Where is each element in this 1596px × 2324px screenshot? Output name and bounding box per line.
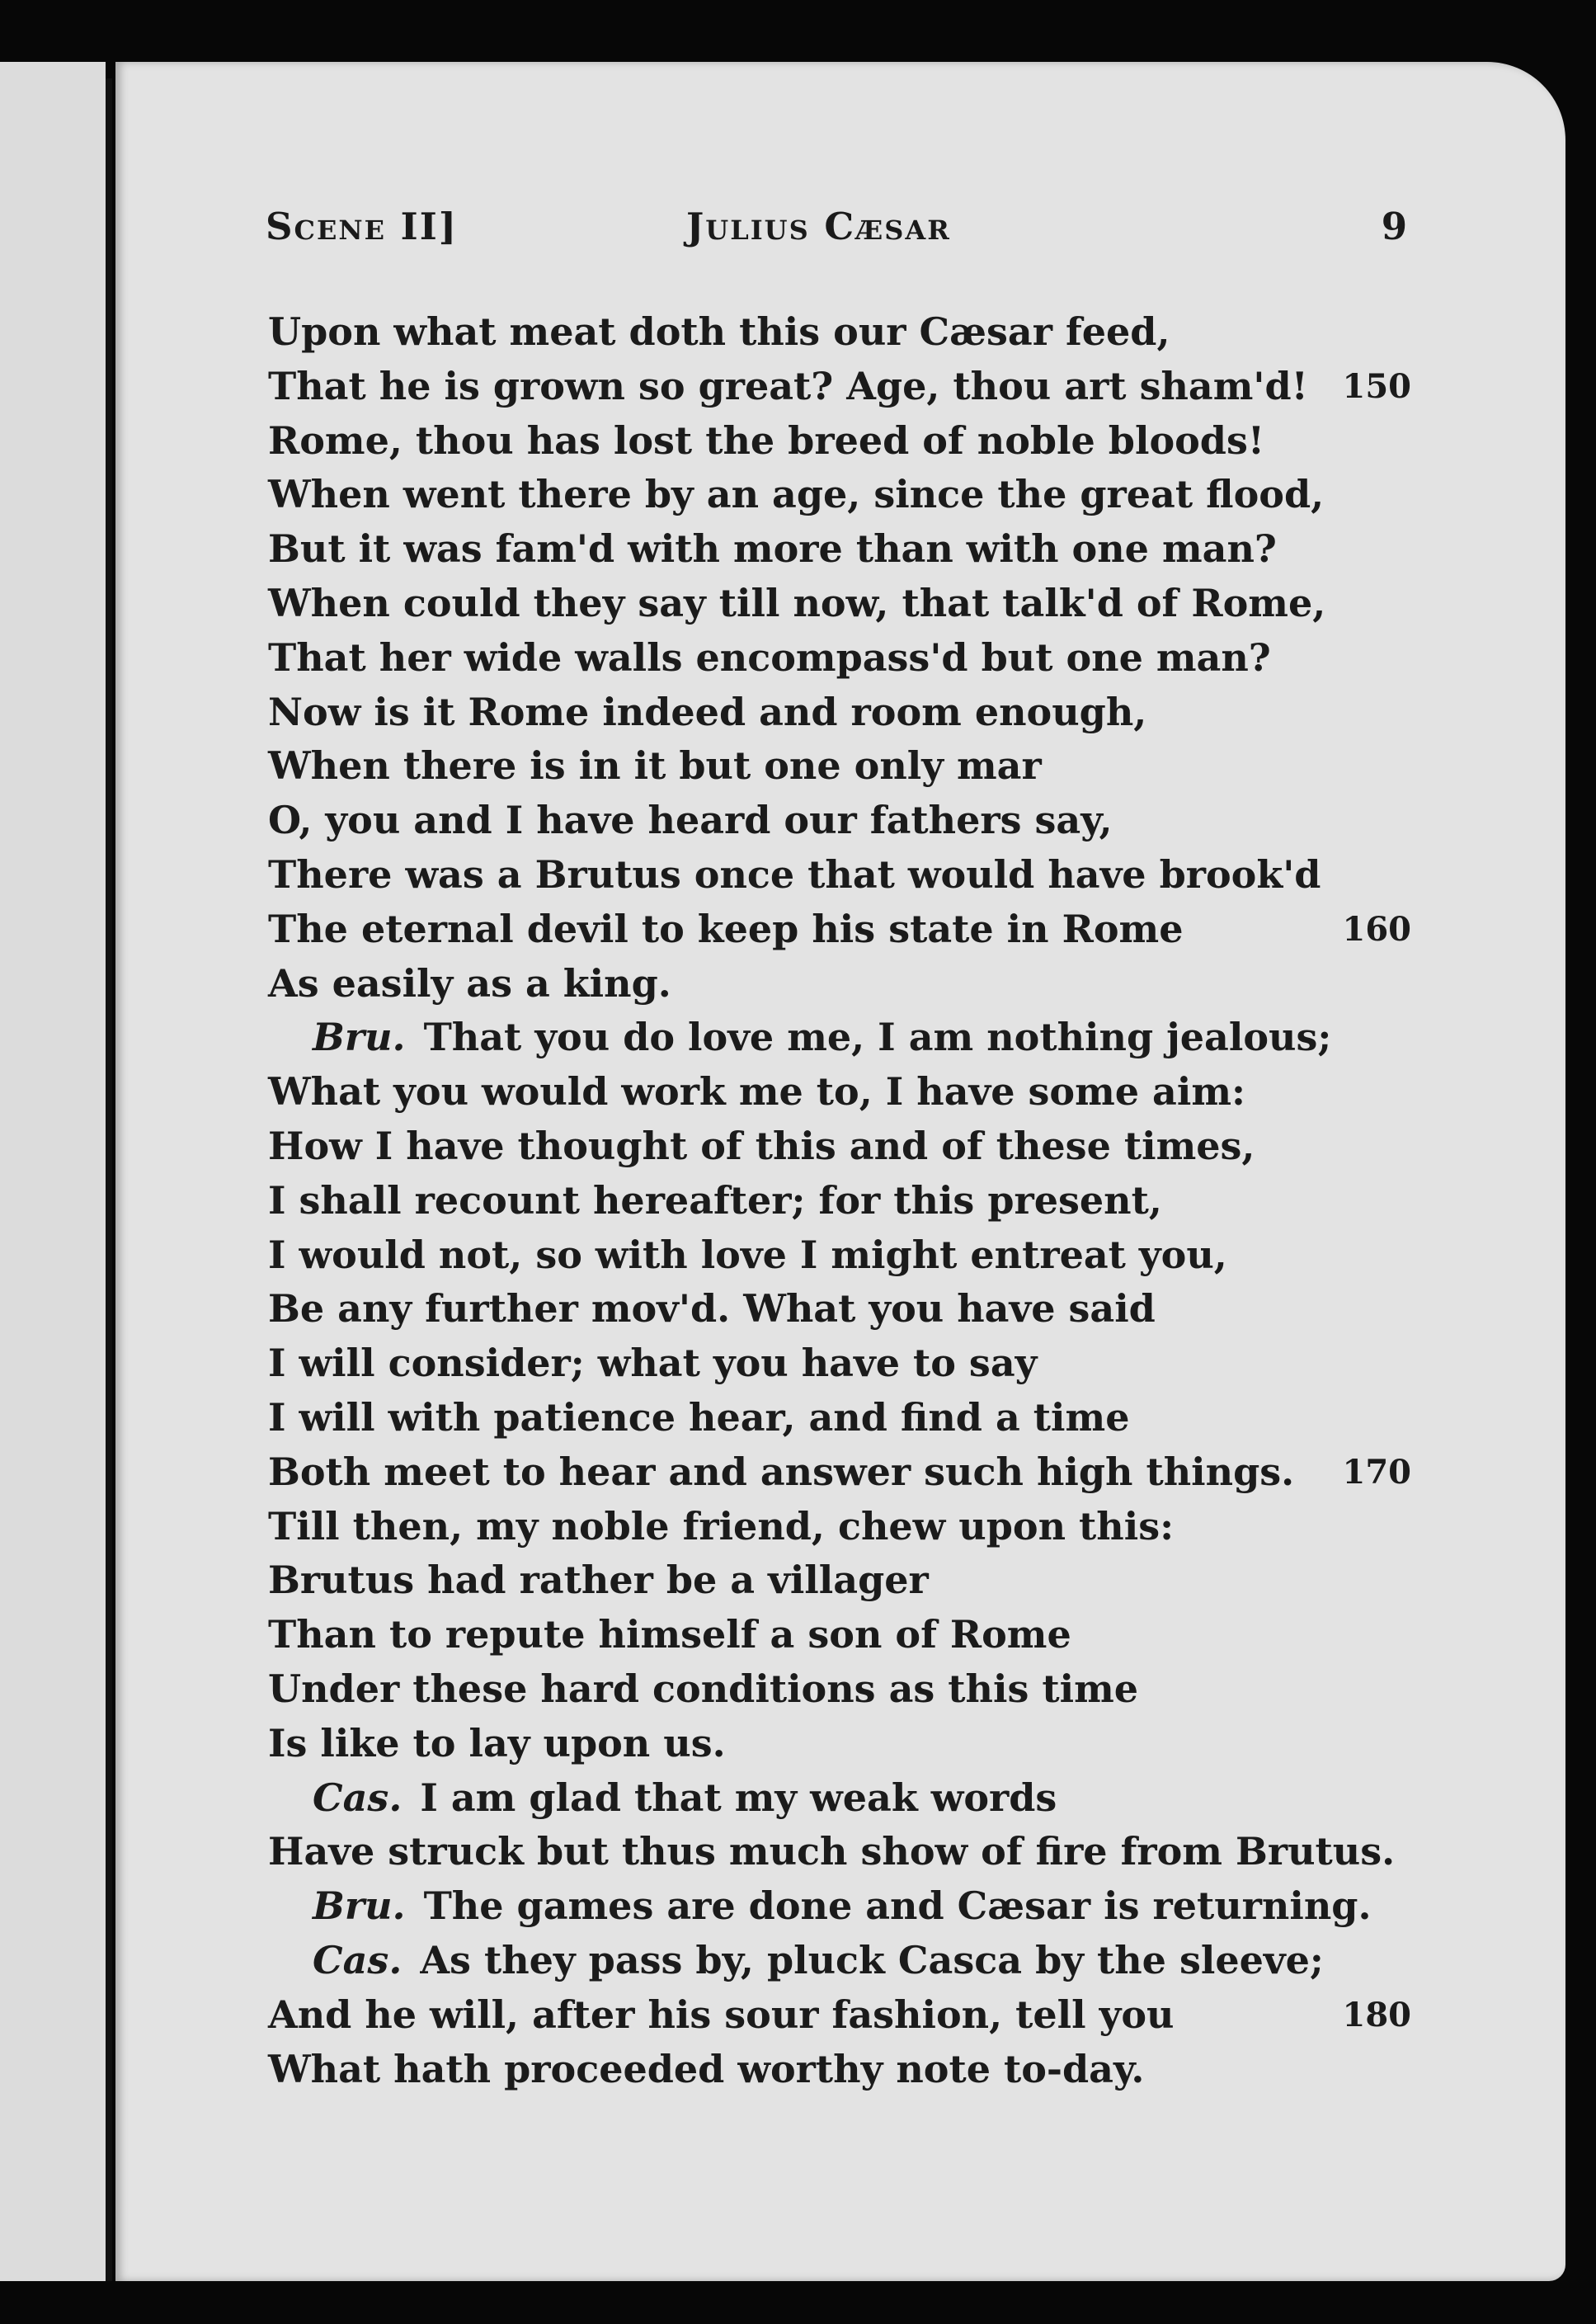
line-text: I would not, so with love I might entreat you, — [268, 1232, 1227, 1277]
page-gutter — [106, 78, 112, 2281]
line-text: What you would work me to, I have some aim: — [268, 1069, 1245, 1115]
verse-line — [268, 522, 1423, 577]
verse-line — [268, 1934, 1423, 1988]
verse-line-text — [268, 739, 1042, 794]
verse-line — [268, 1500, 1423, 1554]
line-text: When went there by an age, since the great flood, — [268, 472, 1325, 517]
line-number: 180 — [1342, 1995, 1411, 2034]
line-text: How I have thought of this and of these times, — [268, 1123, 1255, 1168]
line-text: Is like to lay upon us. — [268, 1720, 726, 1765]
verse-line-text — [268, 577, 1325, 631]
verse-line — [268, 739, 1423, 794]
line-text: But it was fam'd with more than with one man? — [268, 526, 1277, 572]
verse-line-text — [268, 1553, 929, 1608]
verse-line-text — [268, 1988, 1174, 2043]
verse-line — [268, 414, 1423, 469]
line-text: As easily as a king. — [268, 960, 671, 1006]
verse-line-text — [268, 1825, 1395, 1879]
line-text: Till then, my noble friend, chew upon this: — [268, 1503, 1175, 1549]
line-text: Both meet to hear and answer such high things. — [268, 1449, 1295, 1494]
verse-line-text — [313, 1934, 1324, 1988]
verse-line-text — [268, 957, 671, 1011]
line-text: When there is in it but one only mar — [268, 743, 1042, 789]
verse-line-text — [268, 848, 1321, 903]
speaker-name: Bru. — [313, 1015, 406, 1060]
verse-line-text — [268, 1336, 1037, 1391]
verse-line — [268, 1282, 1423, 1336]
verse-line-text — [268, 686, 1146, 740]
verse-line — [268, 631, 1423, 686]
line-text: What hath proceeded worthy note to-day. — [268, 2046, 1145, 2091]
verse-text — [268, 305, 1423, 2096]
line-number: 170 — [1342, 1452, 1411, 1492]
line-text: I shall recount hereafter; for this present, — [268, 1177, 1162, 1223]
verse-line — [268, 957, 1423, 1011]
line-text: Be any further mov'd. What you have said — [268, 1286, 1156, 1332]
verse-line-text — [268, 1391, 1129, 1445]
verse-line — [268, 1662, 1423, 1717]
verse-line — [268, 2043, 1423, 2097]
page-number: 9 — [1381, 205, 1407, 248]
verse-line-text — [268, 1228, 1227, 1283]
verse-line — [268, 1553, 1423, 1608]
verse-line-text — [268, 414, 1264, 469]
line-text: That her wide walls encompass'd but one man? — [268, 634, 1271, 680]
speaker-name: Bru. — [313, 1883, 406, 1929]
verse-line — [268, 1717, 1423, 1771]
verse-line-text — [313, 1879, 1371, 1934]
verse-line — [268, 1065, 1423, 1120]
verse-line — [268, 360, 1423, 414]
line-text: I will with patience hear, and find a time — [268, 1394, 1130, 1440]
line-text: Brutus had rather be a villager — [268, 1558, 929, 1603]
verse-line — [268, 794, 1423, 848]
line-text: There was a Brutus once that would have brook'd — [268, 851, 1321, 897]
line-text: Than to repute himself a son of Rome — [268, 1612, 1071, 1657]
verse-line-text — [268, 631, 1271, 686]
verse-line-text — [268, 305, 1170, 360]
verse-line — [268, 686, 1423, 740]
line-text: Have struck but thus much show of fire from Brutus. — [268, 1829, 1396, 1874]
line-text: When could they say till now, that talk'd of Rome, — [268, 580, 1326, 625]
verse-line-text — [313, 1771, 1057, 1826]
verse-line — [268, 1608, 1423, 1662]
verse-line — [268, 577, 1423, 631]
play-title: Julius Cæsar — [686, 205, 951, 248]
verse-line — [268, 1391, 1423, 1445]
line-text: Upon what meat doth this our Cæsar feed, — [268, 309, 1170, 354]
line-text: The eternal devil to keep his state in Rome — [268, 906, 1184, 951]
verse-line — [268, 305, 1423, 360]
line-text: And he will, after his sour fashion, tell you — [268, 1992, 1175, 2037]
verse-line-text — [268, 1608, 1071, 1662]
line-text: That he is grown so great? Age, thou art sham'd! — [268, 363, 1308, 408]
line-text: I will consider; what you have to say — [268, 1341, 1038, 1386]
verse-line-text — [268, 903, 1183, 957]
verse-line-text — [268, 1065, 1245, 1120]
verse-line-text — [268, 522, 1277, 577]
verse-line-text — [268, 1717, 726, 1771]
verse-line-text — [268, 1174, 1162, 1228]
facing-page-edge — [0, 62, 106, 2281]
speaker-name: Cas. — [313, 1937, 403, 1982]
verse-line-text — [313, 1011, 1331, 1065]
verse-line-text — [268, 1445, 1294, 1500]
line-text: Now is it Rome indeed and room enough, — [268, 689, 1147, 734]
line-text: Under these hard conditions as this time — [268, 1666, 1139, 1711]
verse-line — [268, 903, 1423, 957]
verse-line-text — [268, 1662, 1138, 1717]
scene-label: Scene II] — [266, 205, 459, 248]
speaker-name: Cas. — [313, 1775, 403, 1820]
verse-line-text — [268, 468, 1324, 522]
verse-line — [268, 848, 1423, 903]
verse-line — [268, 468, 1423, 522]
verse-line — [268, 1228, 1423, 1283]
line-number: 150 — [1342, 366, 1411, 406]
verse-line-text — [268, 2043, 1144, 2097]
verse-line-text — [268, 1500, 1174, 1554]
verse-line — [268, 1879, 1423, 1934]
line-text: O, you and I have heard our fathers say, — [268, 798, 1113, 843]
verse-line — [268, 1174, 1423, 1228]
line-text: I am glad that my weak words — [420, 1775, 1057, 1820]
verse-line — [268, 1988, 1423, 2043]
verse-line-text — [268, 1120, 1255, 1174]
line-text: The games are done and Cæsar is returning. — [423, 1883, 1372, 1929]
verse-line-text — [268, 1282, 1156, 1336]
verse-line — [268, 1120, 1423, 1174]
line-number: 160 — [1342, 909, 1411, 949]
line-text: That you do love me, I am nothing jealous; — [423, 1015, 1332, 1060]
verse-line — [268, 1336, 1423, 1391]
verse-line — [268, 1825, 1423, 1879]
verse-line-text — [268, 360, 1308, 414]
verse-line — [268, 1011, 1423, 1065]
line-text: Rome, thou has lost the breed of noble bloods! — [268, 417, 1265, 463]
line-text: As they pass by, pluck Casca by the sleeve; — [420, 1937, 1324, 1982]
verse-line-text — [268, 794, 1113, 848]
verse-line — [268, 1445, 1423, 1500]
verse-line — [268, 1771, 1423, 1826]
running-head — [266, 205, 1412, 254]
